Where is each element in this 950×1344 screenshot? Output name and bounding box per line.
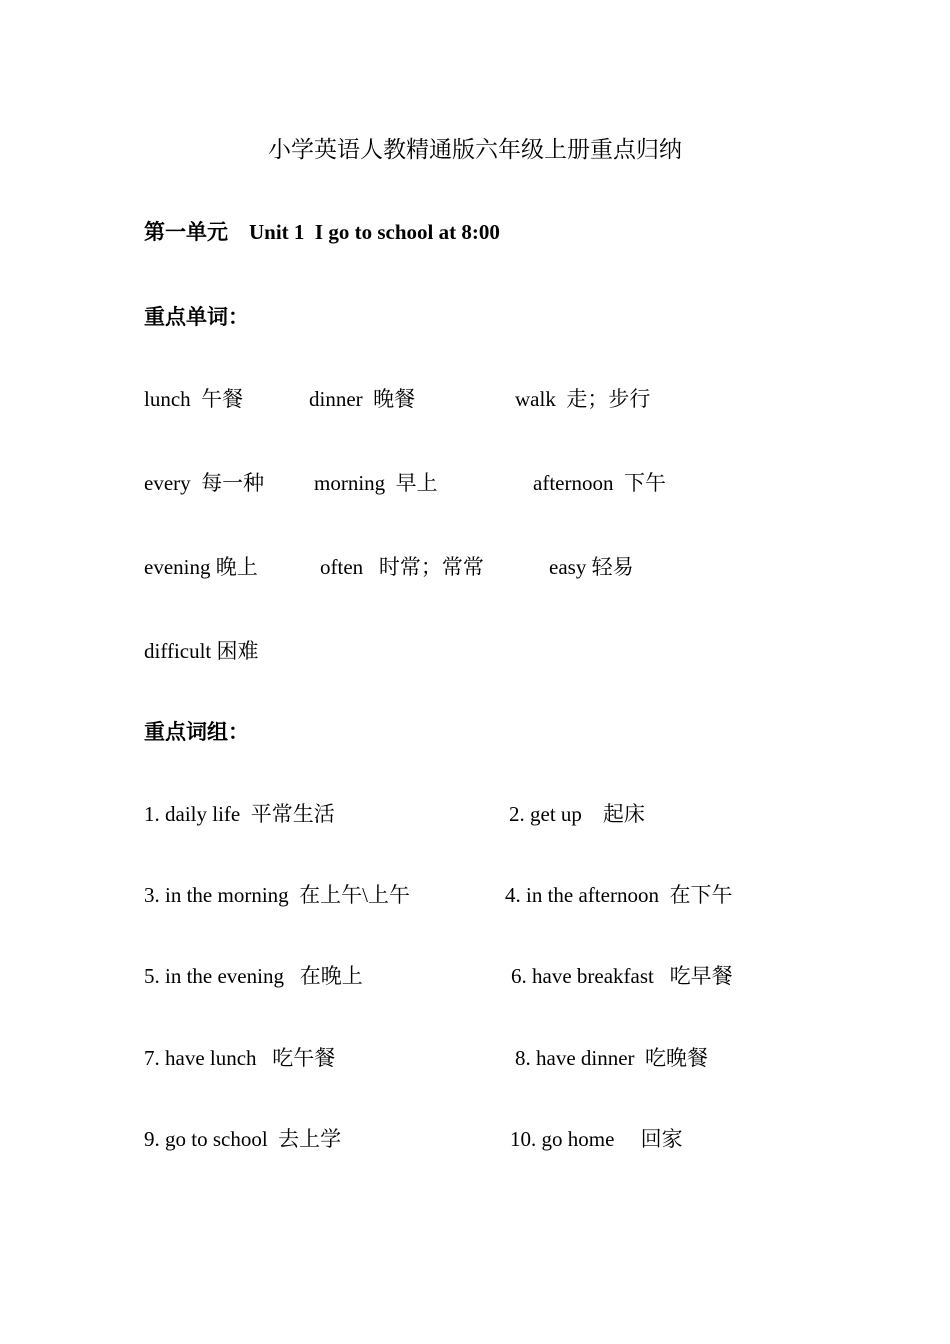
phrase-item: 6. have breakfast 吃早餐: [511, 964, 733, 988]
word-item: morning 早上: [314, 471, 438, 495]
phrase-item: 4. in the afternoon 在下午: [505, 883, 733, 907]
phrase-item: 5. in the evening 在晚上: [144, 964, 363, 988]
word-item: every 每一种: [144, 471, 265, 495]
phrase-item: 2. get up 起床: [509, 802, 645, 826]
phrase-item: 1. daily life 平常生活: [144, 802, 335, 826]
phrase-item: 10. go home 回家: [510, 1127, 683, 1151]
word-item: difficult 困难: [144, 639, 259, 663]
word-item: afternoon 下午: [533, 471, 666, 495]
phrase-item: 8. have dinner 吃晚餐: [515, 1046, 709, 1070]
phrase-item: 3. in the morning 在上午\上午: [144, 883, 410, 907]
word-item: walk 走；步行: [515, 387, 651, 411]
phrase-item: 9. go to school 去上学: [144, 1127, 342, 1151]
words-heading: 重点单词：: [144, 305, 249, 329]
word-item: often 时常；常常: [320, 555, 484, 579]
word-item: lunch 午餐: [144, 387, 244, 411]
document-title: 小学英语人教精通版六年级上册重点归纳: [268, 137, 682, 162]
phrases-heading: 重点词组：: [144, 720, 249, 744]
phrase-item: 7. have lunch 吃午餐: [144, 1046, 336, 1070]
word-item: evening 晚上: [144, 555, 258, 579]
word-item: easy 轻易: [549, 555, 634, 579]
word-item: dinner 晚餐: [309, 387, 416, 411]
unit-heading: 第一单元 Unit 1 I go to school at 8:00: [144, 220, 500, 244]
